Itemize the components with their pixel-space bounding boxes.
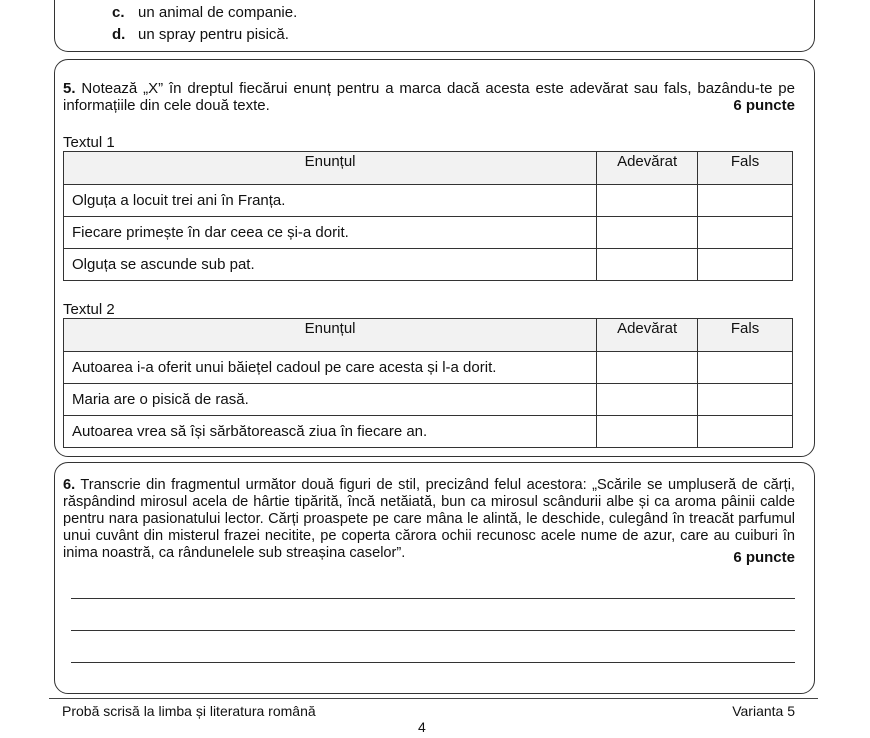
question-6-points: 6 puncte — [727, 549, 795, 566]
statements-table-1 — [63, 151, 793, 281]
question-5-text — [63, 80, 795, 114]
option-c — [112, 4, 297, 21]
statement-cell: Autoarea vrea să își sărbătorească ziua în fiecare an. — [64, 416, 597, 448]
question-number: 5. — [63, 80, 76, 97]
page-number: 4 — [418, 719, 426, 735]
table-1-label: Textul 1 — [63, 134, 115, 151]
option-letter: d. — [112, 26, 126, 43]
true-answer-cell[interactable] — [597, 249, 698, 281]
statement-cell: Fiecare primește în dar ceea ce și-a dorit. — [64, 217, 597, 249]
table-header-row — [64, 152, 793, 185]
question-number: 6. — [63, 477, 76, 493]
table-row — [64, 185, 793, 217]
header-true: Adevărat — [597, 319, 698, 352]
true-answer-cell[interactable] — [597, 416, 698, 448]
question-5-points: 6 puncte — [733, 97, 795, 114]
question-6-text — [63, 477, 795, 562]
true-answer-cell[interactable] — [597, 352, 698, 384]
table-2-label: Textul 2 — [63, 301, 115, 318]
false-answer-cell[interactable] — [698, 352, 793, 384]
false-answer-cell[interactable] — [698, 217, 793, 249]
option-text: un spray pentru pisică. — [138, 26, 289, 43]
false-answer-cell[interactable] — [698, 185, 793, 217]
statement-cell: Maria are o pisică de rasă. — [64, 384, 597, 416]
answer-line[interactable] — [71, 630, 795, 631]
statement-cell: Olguța a locuit trei ani în Franța. — [64, 185, 597, 217]
true-answer-cell[interactable] — [597, 217, 698, 249]
option-d — [112, 26, 289, 43]
table-row — [64, 352, 793, 384]
header-statement: Enunțul — [64, 319, 597, 352]
header-statement: Enunțul — [64, 152, 597, 185]
statement-cell: Autoarea i-a oferit unui băiețel cadoul pe care acesta și l-a dorit. — [64, 352, 597, 384]
table-row — [64, 217, 793, 249]
answer-line[interactable] — [71, 662, 795, 663]
table-row — [64, 249, 793, 281]
table-row — [64, 384, 793, 416]
true-answer-cell[interactable] — [597, 384, 698, 416]
question-prompt: Transcrie din fragmentul următor două figuri de stil, precizând felul acestora: „Scările se umpluseră de cărți, răspândind mirosul acela de hârtie tipărită, încă netăiată, bun ca mirosul scândurii albe și ca aroma pâinii calde pentru nara pasionatului lector. Cărți proaspete pe care mâna le alintă, le deschide, culegând în treacăt parfumul unui cuvânt din misterul frazei necitite, pe coperta cărora ochii recunosc acele nume de azur, care au cuiburi în inima noastră, ca rândunelele sub streașina caselor”. — [63, 477, 795, 561]
option-letter: c. — [112, 4, 125, 21]
statement-cell: Olguța se ascunde sub pat. — [64, 249, 597, 281]
header-false: Fals — [698, 152, 793, 185]
header-true: Adevărat — [597, 152, 698, 185]
table-header-row — [64, 319, 793, 352]
answer-line[interactable] — [71, 598, 795, 599]
true-answer-cell[interactable] — [597, 185, 698, 217]
footer-exam-title: Probă scrisă la limba și literatura română — [62, 703, 316, 719]
option-text: un animal de companie. — [138, 4, 298, 21]
footer-divider — [49, 698, 818, 699]
statements-table-2 — [63, 318, 793, 448]
false-answer-cell[interactable] — [698, 416, 793, 448]
question-prompt: Notează „X” în dreptul fiecărui enunț pentru a marca dacă acesta este adevărat sau fals, bazându-te pe informațiile din cele două texte. — [63, 80, 795, 114]
footer-variant: Varianta 5 — [732, 703, 795, 719]
false-answer-cell[interactable] — [698, 384, 793, 416]
header-false: Fals — [698, 319, 793, 352]
table-row — [64, 416, 793, 448]
false-answer-cell[interactable] — [698, 249, 793, 281]
